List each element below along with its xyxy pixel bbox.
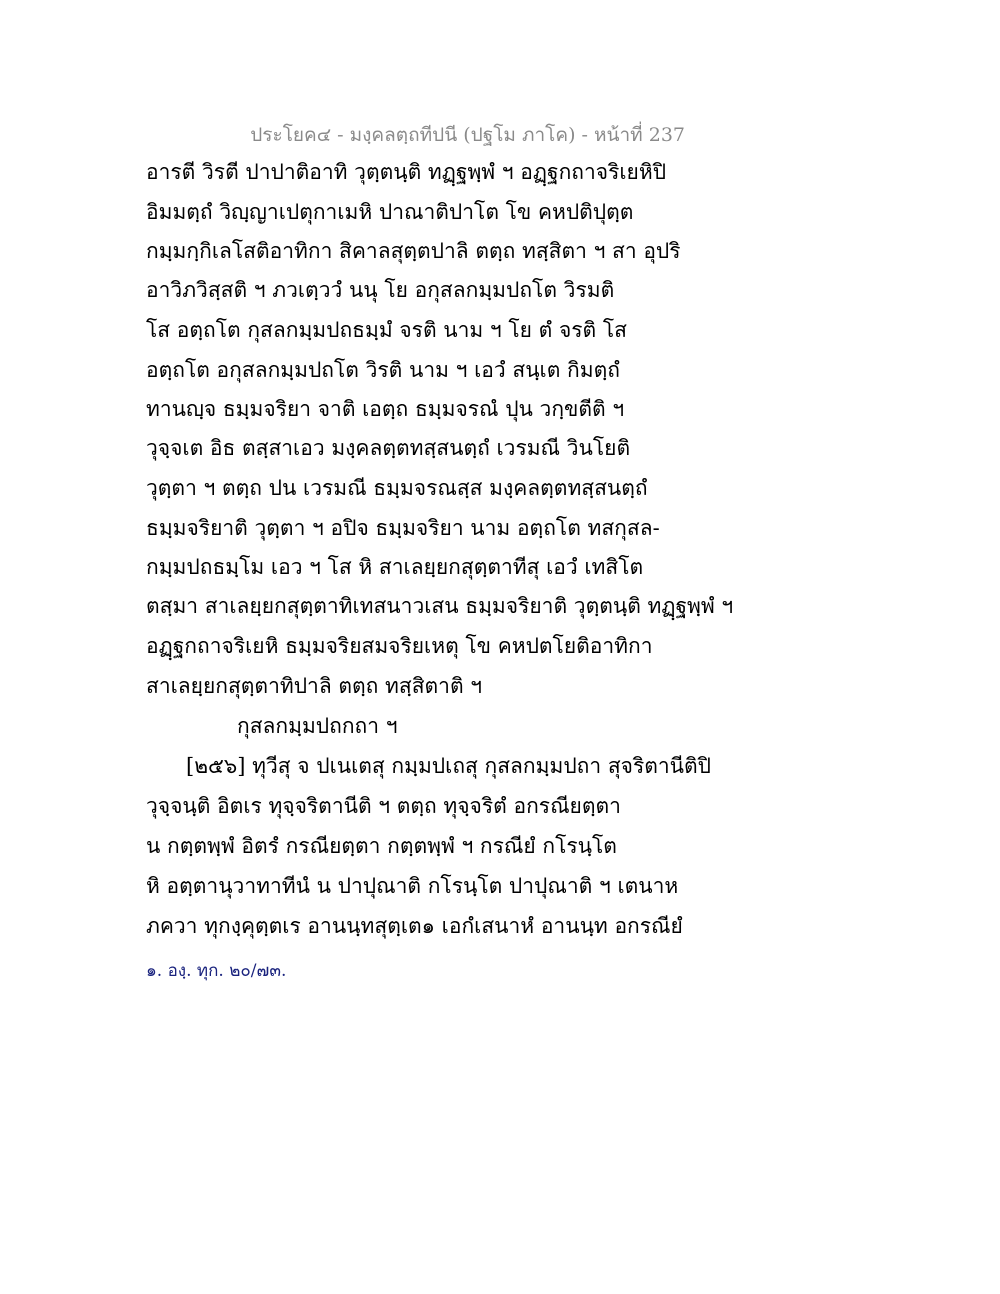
text-line: อิมมตฺถํ วิญฺญาเปตุกาเมหิ ปาณาติปาโต โข คหปติปุตฺต bbox=[146, 200, 634, 224]
text-line: กมฺมปถธมฺโม เอว ฯ โส หิ สาเลยฺยกสุตฺตาทีสุ เอวํ เทสิโต bbox=[146, 555, 644, 579]
text-line: โส อตฺถโต กุสลกมฺมปถธมฺมํ จรติ นาม ฯ โย ตํ จรติ โส bbox=[146, 318, 627, 342]
text-line: วุจฺจเต อิธ ตสฺสาเอว มงฺคลตฺตทสฺสนตฺถํ เวรมณี วินโยติ bbox=[146, 436, 631, 460]
text-line: น กตฺตพฺพํ อิตรํ กรณียตฺตา กตฺตพฺพํ ฯ กรณียํ กโรนฺโต bbox=[146, 834, 617, 858]
text-line: ธมฺมจริยาติ วุตฺตา ฯ อปิจ ธมฺมจริยา นาม อตฺถโต ทสกุสล- bbox=[146, 516, 660, 540]
text-line: ทานญฺจ ธมฺมจริยา จาติ เอตฺถ ธมฺมจรณํ ปุน วกฺขตีติ ฯ bbox=[146, 397, 625, 421]
text-line: วุตฺตา ฯ ตตฺถ ปน เวรมณี ธมฺมจรณสฺส มงฺคลตฺตทสฺสนตฺถํ bbox=[146, 476, 648, 500]
text-line: อฏฺฐกถาจริเยหิ ธมฺมจริยสมจริยเหตุ โข คหปตโยติอาทิกา bbox=[146, 634, 653, 658]
paragraph-start: [๒๕๖] ทุวีสุ จ ปเนเตสุ กมฺมปเถสุ กุสลกมฺมปถา สุจริตานีติปิ bbox=[186, 754, 711, 778]
section-title: กุสลกมฺมปถกถา ฯ bbox=[237, 714, 398, 738]
text-line: วุจฺจนฺติ อิตเร ทุจฺจริตานีติ ฯ ตตฺถ ทุจฺจริตํ อกรณียตฺตา bbox=[146, 794, 621, 818]
text-line: อตฺถโต อกุสลกมฺมปถโต วิรติ นาม ฯ เอวํ สนฺเต กิมตฺถํ bbox=[146, 358, 620, 382]
footnote: ๑. องฺ. ทุก. ๒๐/๗๓. bbox=[146, 961, 287, 981]
text-line: ภควา ทุกงฺคุตฺตเร อานนฺทสุตฺเต๑ เอกํเสนาหํ อานนฺท อกรณียํ bbox=[146, 914, 683, 938]
text-line: อาวิภวิสฺสติ ฯ ภวเตฺววํ นนุ โย อกุสลกมฺมปถโต วิรมติ bbox=[146, 278, 615, 302]
text-line: กมฺมกฺกิเลโสติอาทิกา สิคาลสุตฺตปาลิ ตตฺถ ทสฺสิตา ฯ สา อุปริ bbox=[146, 239, 681, 263]
running-header: ประโยค๔ - มงฺคลตฺถทีปนี (ปฐโม ภาโค) - หน้าที่ 237 bbox=[250, 124, 685, 146]
text-line: ตสฺมา สาเลยฺยกสุตฺตาทิเทสนาวเสน ธมฺมจริยาติ วุตฺตนฺติ ทฏฺฐพฺพํ ฯ bbox=[146, 594, 734, 618]
text-line: อารตี วิรตี ปาปาติอาทิ วุตฺตนฺติ ทฏฺฐพฺพํ ฯ อฏฺฐกถาจริเยหิปิ bbox=[146, 160, 667, 184]
text-line: สาเลยฺยกสุตฺตาทิปาลิ ตตฺถ ทสฺสิตาติ ฯ bbox=[146, 674, 483, 698]
text-line: หิ อตฺตานุวาทาทีนํ น ปาปุณาติ กโรนฺโต ปาปุณาติ ฯ เตนาห bbox=[146, 874, 679, 898]
